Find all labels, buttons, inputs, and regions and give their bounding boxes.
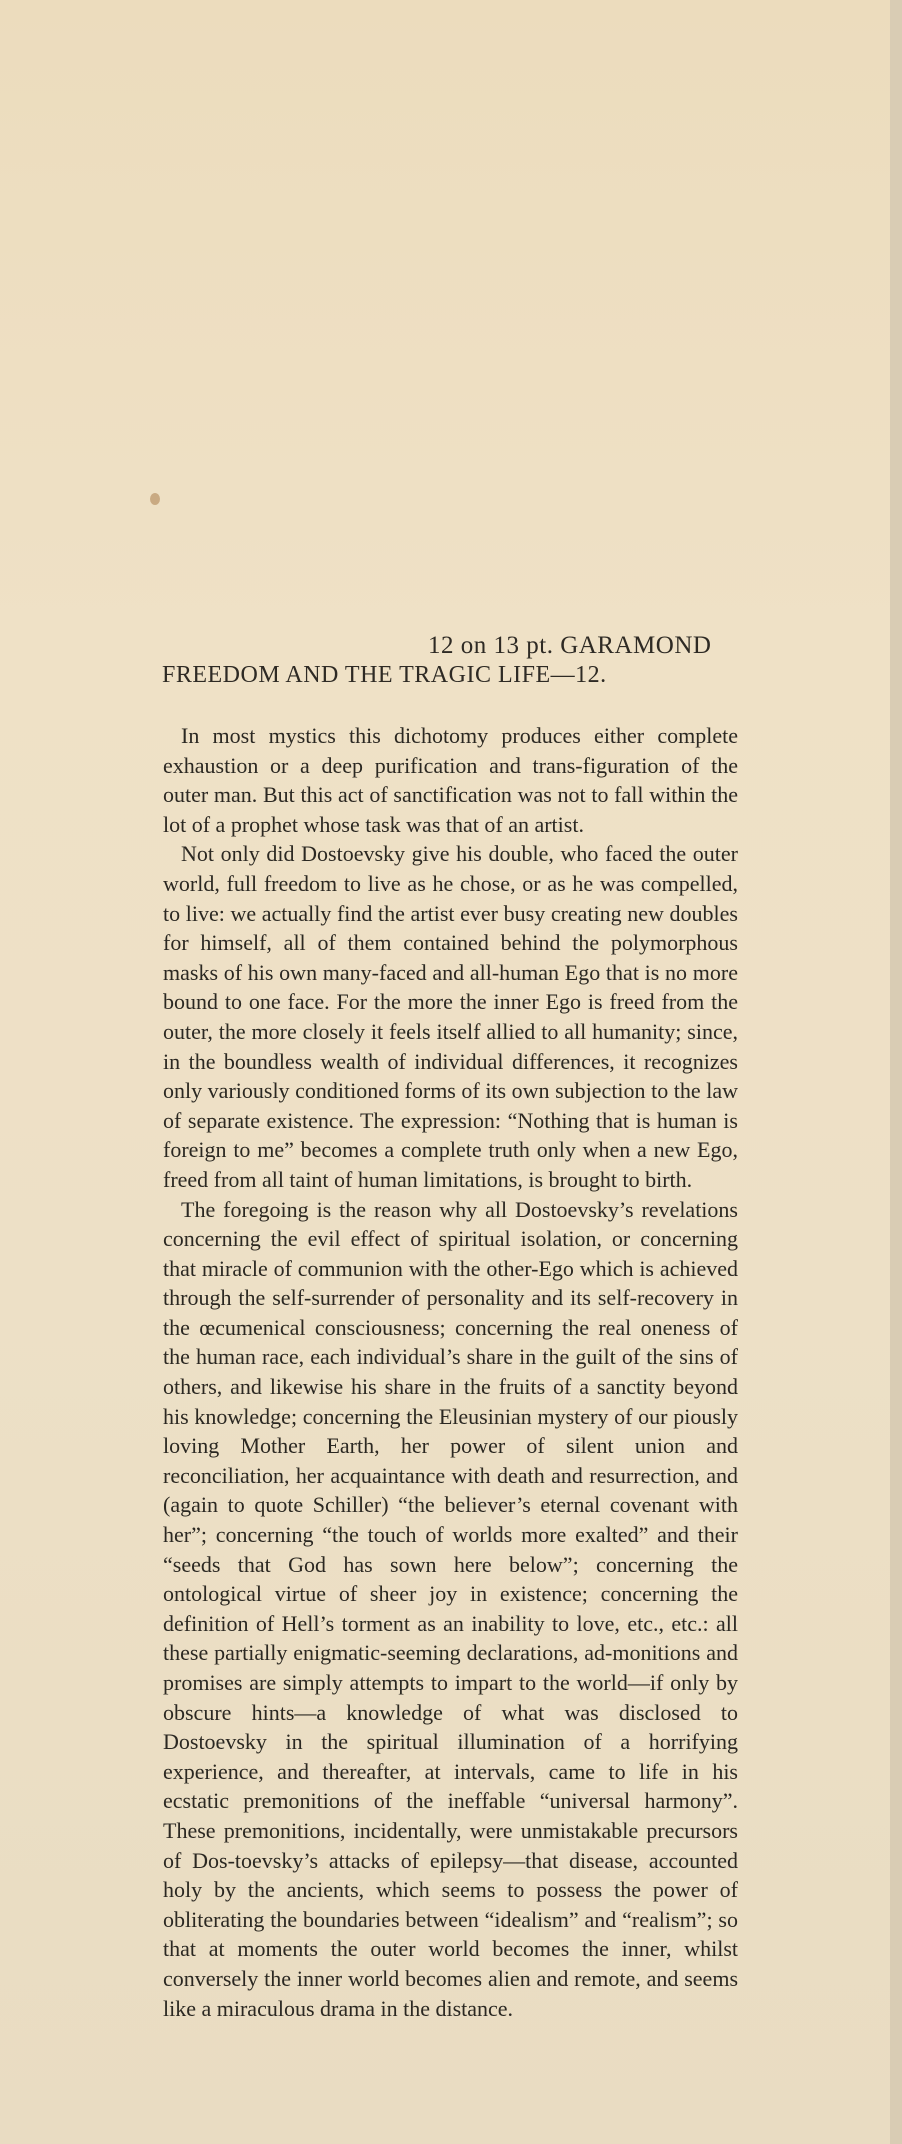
paragraph: The foregoing is the reason why all Dostoevsky’s revelations concerning the evil effect of spiritual isolation, or concerning that miracle of communion with the other-Ego which is achieved through the self-surrender of personality and its self-recovery in the œcumenical consciousness; concerning the real oneness of the human race, each individual’s share in the guilt of the sins of others, and likewise his share in the fruits of a sanctity beyond his knowledge; concerning the Eleusinian mystery of our piously loving Mother Earth, her power of silent union and reconciliation, her acquaintance with death and resurrection, and (again to quote Schiller) “the believer’s eternal covenant with her”; concerning “the touch of worlds more exalted” and their “seeds that God has sown here below”; concerning the ontological virtue of sheer joy in existence; concerning the definition of Hell’s torment as an inability to love, etc., etc.: all these partially enigmatic-seeming declarations, ad-monitions and promises are simply attempts to impart to the world—if only by obscure hints—a knowledge of what was disclosed to Dostoevsky in the spiritual illumination of a horrifying experience, and thereafter, at intervals, came to life in his ecstatic premonitions of the ineffable “universal harmony”. These premonitions, incidentally, were unmistakable precursors of Dos-toevsky’s attacks of epilepsy—that disease, accounted holy by the ancients, which seems to possess the power of obliterating the boundaries between “idealism” and “realism”; so that at moments the outer world becomes the inner, whilst conversely the inner world becomes alien and remote, and seems like a miraculous drama in the distance. bbox=[163, 1196, 738, 2021]
paragraph: Not only did Dostoevsky give his double, who faced the outer world, full freedom to live as he chose, or as he was compelled, to live: we actually find the artist ever busy creating new doubles for himself, all of them contained behind the polymorphous masks of his own many-faced and all-human Ego that is no more bound to one face. For the more the inner Ego is freed from the outer, the more closely it feels itself allied to all humanity; since, in the boundless wealth of individual differences, it recognizes only variously conditioned forms of its own subjection to the law of separate existence. The expression: “Nothing that is human is foreign to me” becomes a complete truth only when a new Ego, freed from all taint of human limitations, is brought to birth. bbox=[163, 841, 738, 1192]
body-text bbox=[163, 721, 738, 2023]
running-head: FREEDOM AND THE TRAGIC LIFE—12. bbox=[162, 662, 607, 688]
typeface-slug: 12 on 13 pt. GARAMOND bbox=[428, 632, 712, 659]
paragraph: In most mystics this dichotomy produces either complete exhaustion or a deep purification and trans-figuration of the outer man. But this act of sanctification was not to fall within the lot of a prophet whose task was that of an artist. bbox=[163, 723, 738, 837]
page-edge bbox=[890, 0, 902, 2144]
ink-stain bbox=[150, 493, 160, 505]
